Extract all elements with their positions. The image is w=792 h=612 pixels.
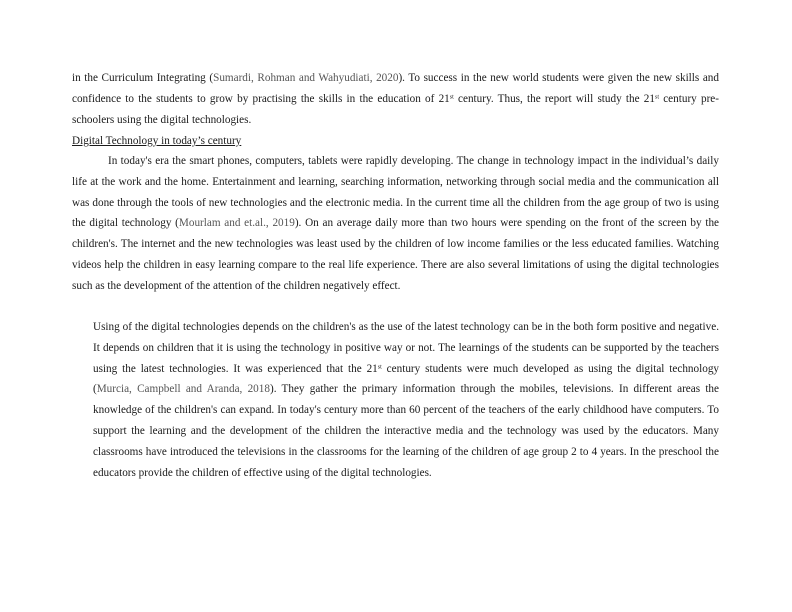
paragraph-text: century. Thus, the report will study the 21 <box>453 92 655 105</box>
paragraph-text: century students were much developed as using the digital technology ( <box>93 362 720 396</box>
intro-paragraph-continuation <box>72 68 719 130</box>
paragraph-text: in the Curriculum Integrating ( <box>72 72 214 84</box>
section-heading: Digital Technology in today’s century <box>72 135 242 147</box>
paragraph-text: Using of the digital technologies depends on the children's as the use of the latest technology can be in the both form positive and negative. It depends on children that it is using the technology in positive way or not. The learnings of the students can be supported by the teachers using the latest technologies. It was experienced that the 21 <box>93 321 719 375</box>
paragraph-text: ). They gather the primary information through the mobiles, televisions. In different areas the knowledge of the children's can expand. In today's century more than 60 percent of the teachers of the early childhood have computers. To support the learning and the development of the children the interactive media and the technology was used by the educators. Many classrooms have introduced the televisions in the classrooms for the learning of the children of age group 2 to 4 years. In the preschool the educators provide the children of effective using of the digital technologies. <box>93 383 719 479</box>
superscript: st <box>449 94 454 101</box>
body-paragraph-1 <box>72 151 719 297</box>
citation: Mourlam and et.al., 2019 <box>178 217 295 230</box>
body-paragraph-2 <box>93 317 719 483</box>
paragraph-text: century pre-schoolers using the digital technologies. <box>72 92 719 126</box>
paragraph-text: ). On an average daily more than two hours were spending on the front of the screen by the children's. The internet and the new technologies was least used by the children of low income families or the less educated families. Watching videos help the children in easy learning compare to the real life experience. There are also several limitations of using the digital technologies such as the development of the attention of the children negatively effect. <box>72 217 720 292</box>
citation: Murcia, Campbell and Aranda, 2018 <box>96 383 270 396</box>
superscript: st <box>377 364 382 371</box>
superscript: st <box>654 94 659 101</box>
paragraph-text: In today's era the smart phones, computers, tablets were rapidly developing. The change in technology impact in the individual’s daily life at the work and the home. Entertainment and learning, searching information, networking through social media and the communication all was done through the tools of new technologies and the electronic media. In the current time all the children from the age group of two is using the digital technology ( <box>72 155 719 230</box>
citation: Sumardi, Rohman and Wahyudiati, 2020 <box>213 72 399 84</box>
paragraph-text: ). To success in the new world students were given the new skills and confidence to the students to grow by practising the skills in the education of 21 <box>72 72 719 105</box>
